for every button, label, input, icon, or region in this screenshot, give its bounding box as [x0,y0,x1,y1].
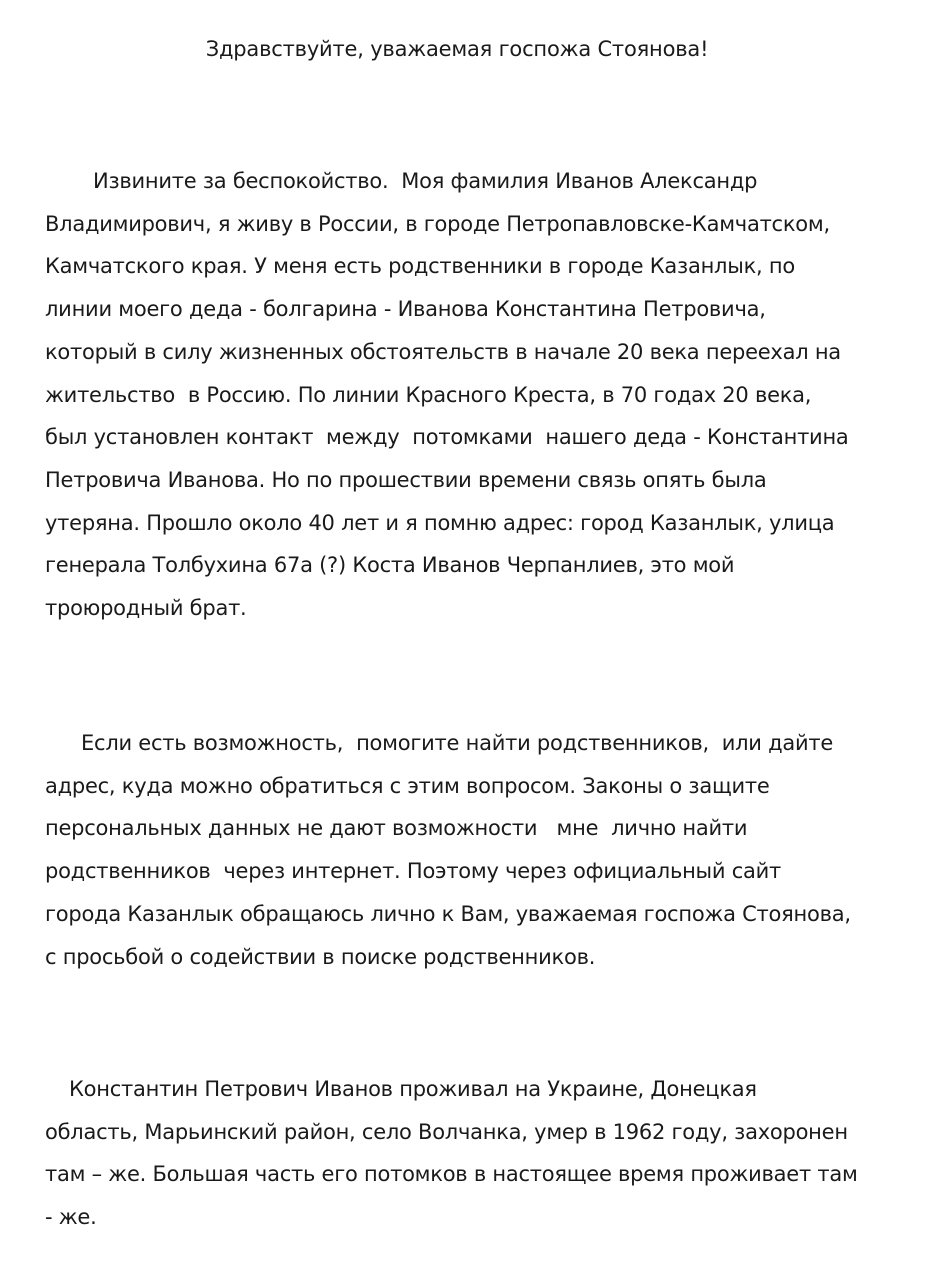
paragraph-line: утеряна. Прошло около 40 лет и я помню адрес: город Казанлык, улица [45,510,835,535]
paragraph-line: Извините за беспокойство. Моя фамилия Иванов Александр [93,169,758,193]
paragraph-line: генерала Толбухина 67а (?) Коста Иванов Черпанлиев, это мой [45,553,735,578]
letter-greeting: Здравствуйте, уважаемая госпожа Стоянова! [205,37,709,61]
paragraph-line: персональных данных не дают возможности мне лично найти [45,816,748,841]
paragraph-line: Константин Петрович Иванов проживал на Украине, Донецкая [69,1077,757,1101]
paragraph-line: с просьбой о содействии в поиске родственников. [45,944,596,969]
paragraph-line: троюродный брат. [45,596,247,621]
paragraph-introduction [45,160,895,630]
paragraph-line: был установлен контакт между потомками нашего деда - Константина [45,425,849,450]
paragraph-line: Камчатского края. У меня есть родственники в городе Казанлык, по [45,254,795,279]
paragraph-line: там – же. Большая часть его потомков в настоящее время проживает там [45,1162,858,1187]
paragraph-line: линии моего деда - болгарина - Иванова Константина Петровича, [45,297,766,322]
paragraph-line: жительство в Россию. По линии Красного Креста, в 70 годах 20 века, [45,382,812,407]
paragraph-line: адрес, куда можно обратиться с этим вопросом. Законы о защите [45,773,770,798]
paragraph-line: область, Марьинский район, село Волчанка, умер в 1962 году, захоронен [45,1119,848,1144]
paragraph-line: который в силу жизненных обстоятельств в начале 20 века переехал на [45,339,841,364]
paragraph-line: - же. [45,1205,97,1230]
paragraph-line: родственников через интернет. Поэтому через официальный сайт [45,859,782,884]
paragraph-request [45,722,895,978]
paragraph-line: города Казанлык обращаюсь лично к Вам, уважаемая госпожа Стоянова, [45,901,851,926]
paragraph-line: Владимирович, я живу в России, в городе Петропавловске-Камчатском, [45,211,830,236]
paragraph-line: Если есть возможность, помогите найти родственников, или дайте [81,731,834,755]
paragraph-family-history [45,1068,895,1239]
paragraph-line: Петровича Иванова. Но по прошествии времени связь опять была [45,467,767,492]
